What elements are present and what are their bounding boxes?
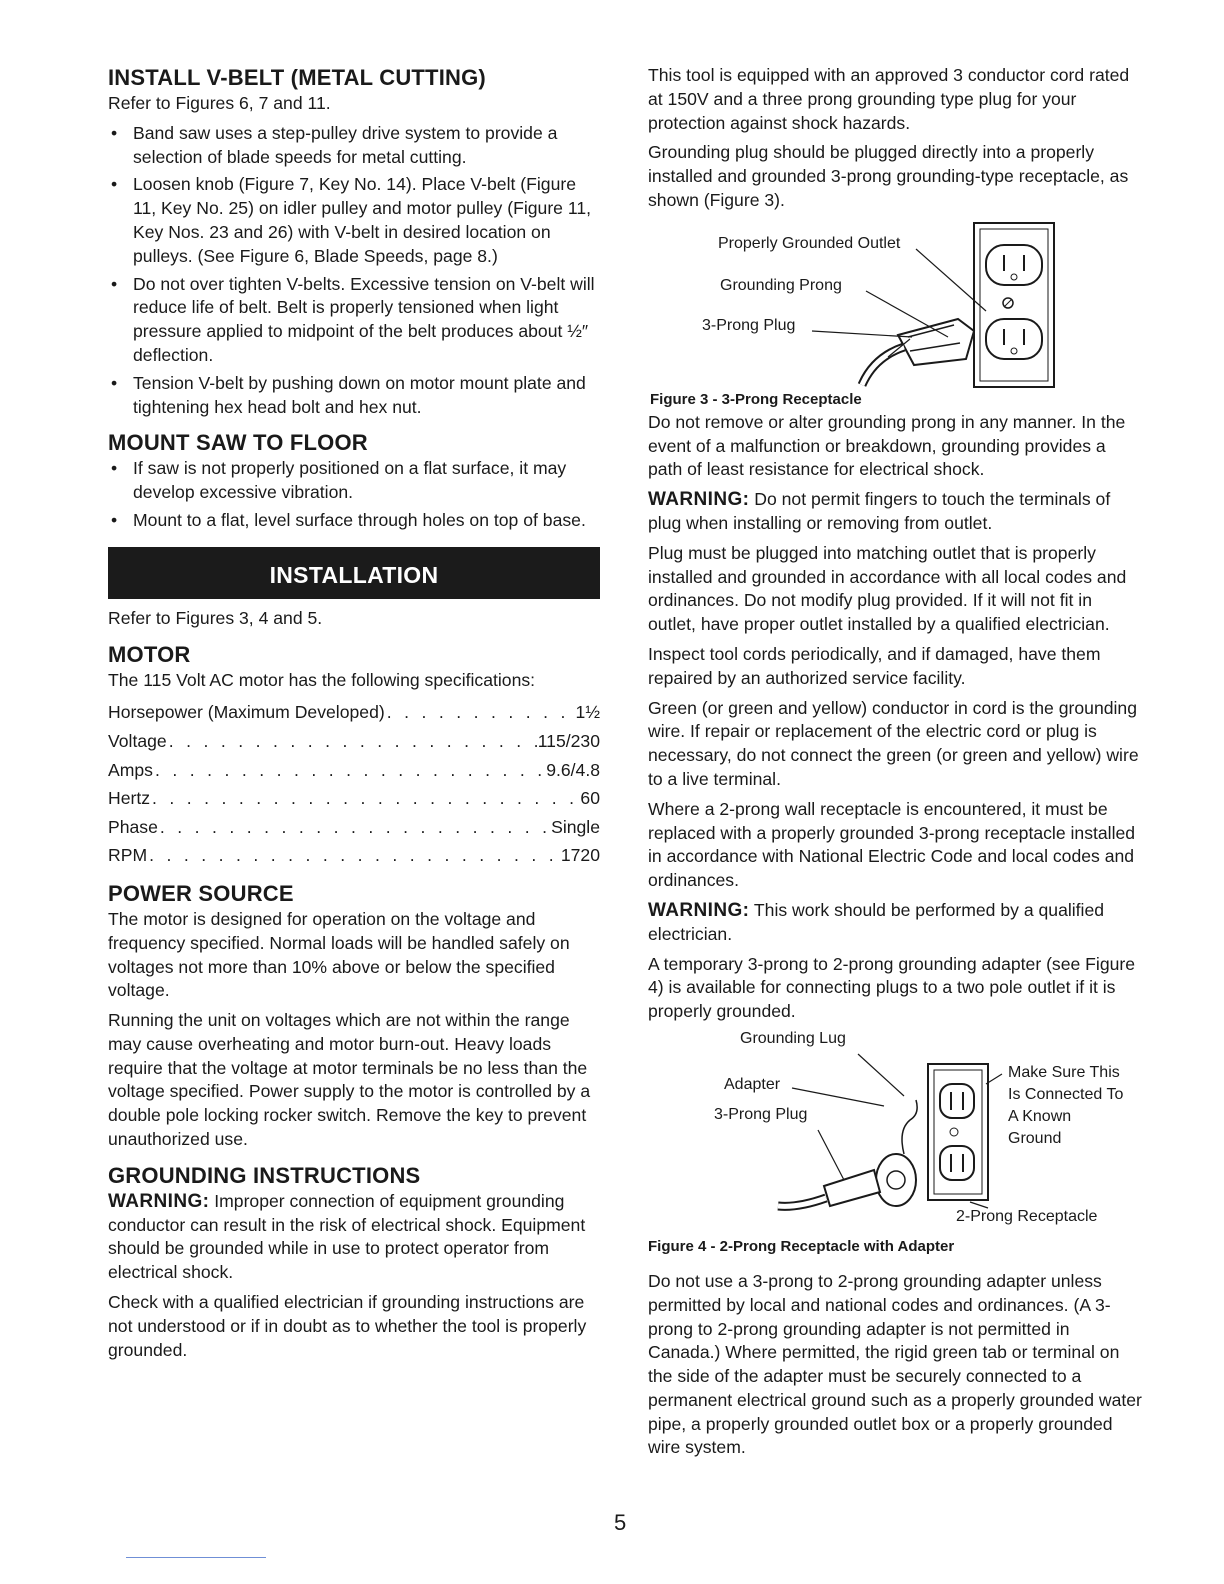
adapter-paragraph: A temporary 3-prong to 2-prong grounding adapter (see Figure 4) is available for connecting plugs to a two pole outlet if it is properly grounded.	[648, 953, 1136, 1022]
vbelt-bullet-list	[108, 122, 600, 420]
list-item: • If saw is not properly positioned on a flat surface, it may develop excessive vibration.	[111, 458, 567, 503]
section-title-mount-saw: MOUNT SAW TO FLOOR	[108, 430, 368, 456]
spec-row: Amps . . . 9.6/4.8	[108, 756, 600, 785]
two-prong-paragraph: Where a 2-prong wall receptacle is encountered, it must be replaced with a properly grounded 3-prong receptacle installed in accordance with National Electric Code and local codes and ordinances.	[648, 798, 1136, 891]
warning-label: WARNING:	[108, 1190, 210, 1212]
label-properly-grounded-outlet: Properly Grounded Outlet	[718, 234, 901, 252]
motor-spec-table	[108, 698, 600, 870]
list-item: • Mount to a flat, level surface through holes on top of base.	[108, 509, 600, 533]
spec-row: Voltage . . . 115/230	[108, 727, 600, 756]
motor-intro: The 115 Volt AC motor has the following specifications:	[108, 669, 536, 690]
vbelt-reference: Refer to Figures 6, 7 and 11.	[108, 93, 331, 113]
figure-4-caption: Figure 4 - 2-Prong Receptacle with Adapter	[648, 1237, 955, 1255]
installation-reference: Refer to Figures 3, 4 and 5.	[108, 607, 323, 628]
adapter-codes-paragraph: Do not use a 3-prong to 2-prong grounding adapter unless permitted by local and national codes and ordinances. (A 3-prong to 2-prong grounding adapter is not permitted in Canada.) Where permitted, the rigid green tab or terminal on the side of the adapter must be securely connected to a permanent electrical ground such as a properly grounded water pipe, a properly grounded outlet box or a properly grounded wire system.	[648, 1270, 1142, 1458]
label-3-prong-plug: 3-Prong Plug	[702, 316, 796, 334]
spec-row: Hertz . . . 60	[108, 784, 600, 813]
spec-row: Phase . . . Single	[108, 813, 600, 842]
warning-label: WARNING:	[648, 489, 750, 511]
section-title-install-vbelt: INSTALL V-BELT (METAL CUTTING)	[108, 65, 486, 90]
spec-row: RPM . . . 1720	[108, 841, 600, 870]
label-2-prong-receptacle: 2-Prong Receptacle	[956, 1207, 1098, 1225]
left-column	[108, 64, 600, 1368]
footer-divider	[126, 1557, 266, 1558]
section-title-motor: MOTOR	[108, 641, 191, 667]
bullet-icon: •	[111, 509, 118, 530]
list-item: • Tension V-belt by pushing down on motor mount plate and tightening hex head bolt and hex nut.	[111, 372, 586, 417]
list-item: • Band saw uses a step-pulley drive system to provide a selection of blade speeds for metal cutting.	[111, 122, 558, 167]
bullet-icon: •	[111, 273, 118, 294]
figure-3	[648, 219, 1144, 411]
bullet-icon: •	[111, 122, 118, 143]
installation-banner: INSTALLATION	[108, 547, 600, 599]
warning-label: WARNING:	[648, 899, 750, 921]
section-title-power-source: POWER SOURCE	[108, 880, 294, 906]
label-3-prong-plug: 3-Prong Plug	[714, 1105, 808, 1123]
bullet-icon: •	[111, 458, 118, 479]
label-make-sure-ground: Make Sure This Is Connected To A Known Ground	[1008, 1063, 1124, 1147]
matching-outlet-paragraph: Plug must be plugged into matching outlet that is properly installed and grounded in accordance with all local codes and ordinances. Do not modify plug provided. If it will not fit in outlet, have proper outlet installed by a qualified electrician.	[648, 542, 1127, 635]
page-number: 5	[614, 1510, 627, 1535]
label-grounding-prong: Grounding Prong	[720, 276, 842, 294]
power-paragraph-2: Running the unit on voltages which are not within the range may cause overheating and motor burn-out. Heavy loads require that the voltage at motor terminals be no less than the voltage specified. Power supply to the motor is controlled by a double pole locking rocker switch. Remove the key to prevent unauthorized use.	[108, 1010, 591, 1150]
label-grounding-lug: Grounding Lug	[740, 1029, 846, 1047]
bullet-icon: •	[111, 174, 118, 195]
cord-paragraph: This tool is equipped with an approved 3 conductor cord rated at 150V and a three prong grounding type plug for your protection against shock hazards.	[648, 65, 1130, 133]
mount-bullet-list	[108, 457, 600, 532]
list-item: • Do not over tighten V-belts. Excessive tension on V-belt will reduce life of belt. Belt is properly tensioned when light pressure applied to midpoint of the belt produces about ½″ deflection.	[111, 273, 595, 365]
figure-3-caption: Figure 3 - 3-Prong Receptacle	[650, 390, 862, 408]
label-adapter: Adapter	[724, 1075, 781, 1093]
grounding-paragraph-2: Check with a qualified electrician if grounding instructions are not understood or if in doubt as to whether the tool is properly grounded.	[108, 1292, 587, 1360]
right-column	[648, 64, 1144, 1466]
spec-row: Horsepower (Maximum Developed) . . . 1½	[108, 698, 600, 727]
warning-fingers: WARNING: Do not permit fingers to touch the terminals of plug when installing or removing from outlet.	[648, 489, 1111, 533]
figure-4	[648, 1030, 1144, 1270]
bullet-icon: •	[111, 372, 118, 393]
grounding-warning: WARNING: Improper connection of equipment grounding conductor can result in the risk of electrical shock. Equipment should be grounded while in use to protect operator from electrical shock.	[108, 1190, 586, 1283]
power-paragraph-1: The motor is designed for operation on the voltage and frequency specified. Normal loads will be handled safely on voltages not more than 10% above or below the specified voltage.	[108, 908, 570, 1001]
prong-paragraph: Do not remove or alter grounding prong in any manner. In the event of a malfunction or breakdown, grounding provides a path of least resistance for electrical shock.	[648, 411, 1126, 480]
inspect-cords-paragraph: Inspect tool cords periodically, and if damaged, have them repaired by an authorized service facility.	[648, 643, 1101, 688]
section-title-grounding: GROUNDING INSTRUCTIONS	[108, 1162, 421, 1188]
green-conductor-paragraph: Green (or green and yellow) conductor in cord is the grounding wire. If repair or replacement of the electric cord or plug is necessary, do not connect the green (or green and yellow) wire to a live terminal.	[648, 697, 1139, 789]
warning-electrician: WARNING: This work should be performed by a qualified electrician.	[648, 899, 1105, 944]
plug-paragraph: Grounding plug should be plugged directly into a properly installed and grounded 3-prong grounding-type receptacle, as shown (Figure 3).	[648, 142, 1129, 210]
list-item: • Loosen knob (Figure 7, Key No. 14). Place V-belt (Figure 11, Key No. 25) on idler pulley and motor pulley (Figure 11, Key Nos. 23 and 26) with V-belt in desired location on pulleys. (See Figure 6, Blade Speeds, page 8.)	[111, 174, 592, 266]
